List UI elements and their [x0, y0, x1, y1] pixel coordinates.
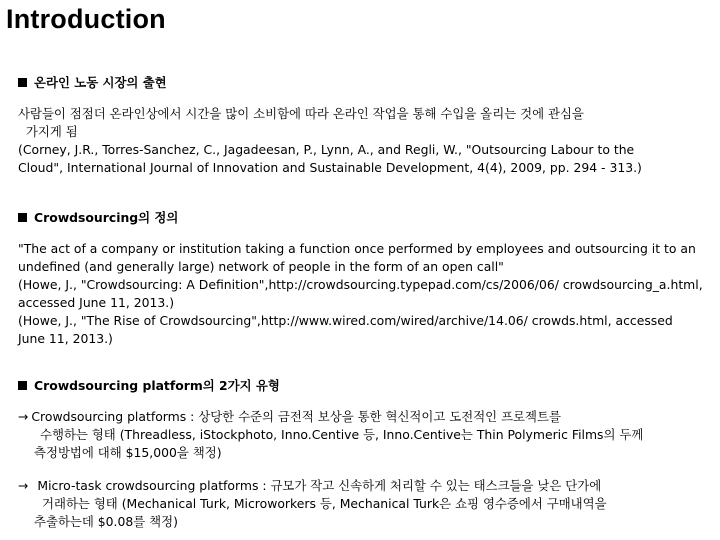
body-line: 사람들이 점점더 온라인상에서 시간을 많이 소비함에 따라 온라인 작업을 통해 수입을 올리는 것에 관심을	[18, 106, 584, 121]
section-heading-text: 온라인 노동 시장의 출현	[34, 75, 167, 90]
citation-line: (Howe, J., "The Rise of Crowdsourcing",http://www.wired.com/wired/archive/14.06/ crowds.html, accessed	[18, 313, 673, 328]
citation-line: (Howe, J., "Crowdsourcing: A Definition",http://crowdsourcing.typepad.com/cs/2006/06/ crowdsourcing_a.html,	[18, 277, 703, 292]
section-heading-crowdsourcing-definition	[18, 208, 178, 226]
section-body-crowdsourcing-definition	[18, 240, 708, 348]
bullet-line: 측정방법에 대해 $15,000을 책정)	[34, 445, 222, 460]
square-bullet-icon	[18, 213, 27, 222]
bullet-line: 거래하는 형태 (Mechanical Turk, Microworkers 등, Mechanical Turk은 쇼핑 영수증에서 구매내역을	[42, 496, 607, 511]
citation-line: Cloud", International Journal of Innovation and Sustainable Development, 4(4), 2009, pp. 294 - 313.)	[18, 160, 642, 175]
slide-title: Introduction	[6, 4, 166, 34]
citation-line: accessed June 11, 2013.)	[18, 295, 175, 310]
square-bullet-icon	[18, 381, 27, 390]
bullet-line: 수행하는 형태 (Threadless, iStockphoto, Inno.Centive 등, Inno.Centive는 Thin Polymeric Films의 두께	[40, 427, 644, 442]
section-heading-text: Crowdsourcing의 정의	[34, 210, 179, 225]
square-bullet-icon	[18, 78, 27, 87]
quote-line: "The act of a company or institution taking a function once performed by employees and outsourcing it to an	[18, 241, 696, 256]
arrow-right-icon: →	[18, 409, 29, 424]
section-heading-text: Crowdsourcing platform의 2가지 유형	[34, 378, 280, 393]
section-body-online-labor-market	[18, 105, 708, 177]
bullet-line	[18, 408, 708, 426]
section-heading-platform-types	[18, 376, 280, 394]
bullet-line: 추출하는데 $0.08를 책정)	[34, 514, 178, 529]
citation-line: June 11, 2013.)	[18, 331, 113, 346]
citation-line: (Corney, J.R., Torres-Sanchez, C., Jagadeesan, P., Lynn, A., and Regli, W., "Outsourcing Labour to the	[18, 142, 635, 157]
section-heading-online-labor-market	[18, 73, 167, 91]
platform-type-item-micro-task	[18, 477, 708, 531]
platform-type-item-crowdsourcing	[18, 408, 708, 462]
body-line: 가지게 됨	[18, 124, 78, 139]
arrow-right-icon: →	[18, 478, 29, 493]
bullet-text: Micro-task crowdsourcing platforms : 규모가 작고 신속하게 처리할 수 있는 태스크들을 낮은 단가에	[37, 478, 602, 493]
quote-line: undefined (and generally large) network of people in the form of an open call"	[18, 259, 504, 274]
bullet-line	[18, 477, 708, 495]
bullet-text: Crowdsourcing platforms : 상당한 수준의 금전적 보상을 통한 혁신적이고 도전적인 프로젝트를	[31, 409, 561, 424]
